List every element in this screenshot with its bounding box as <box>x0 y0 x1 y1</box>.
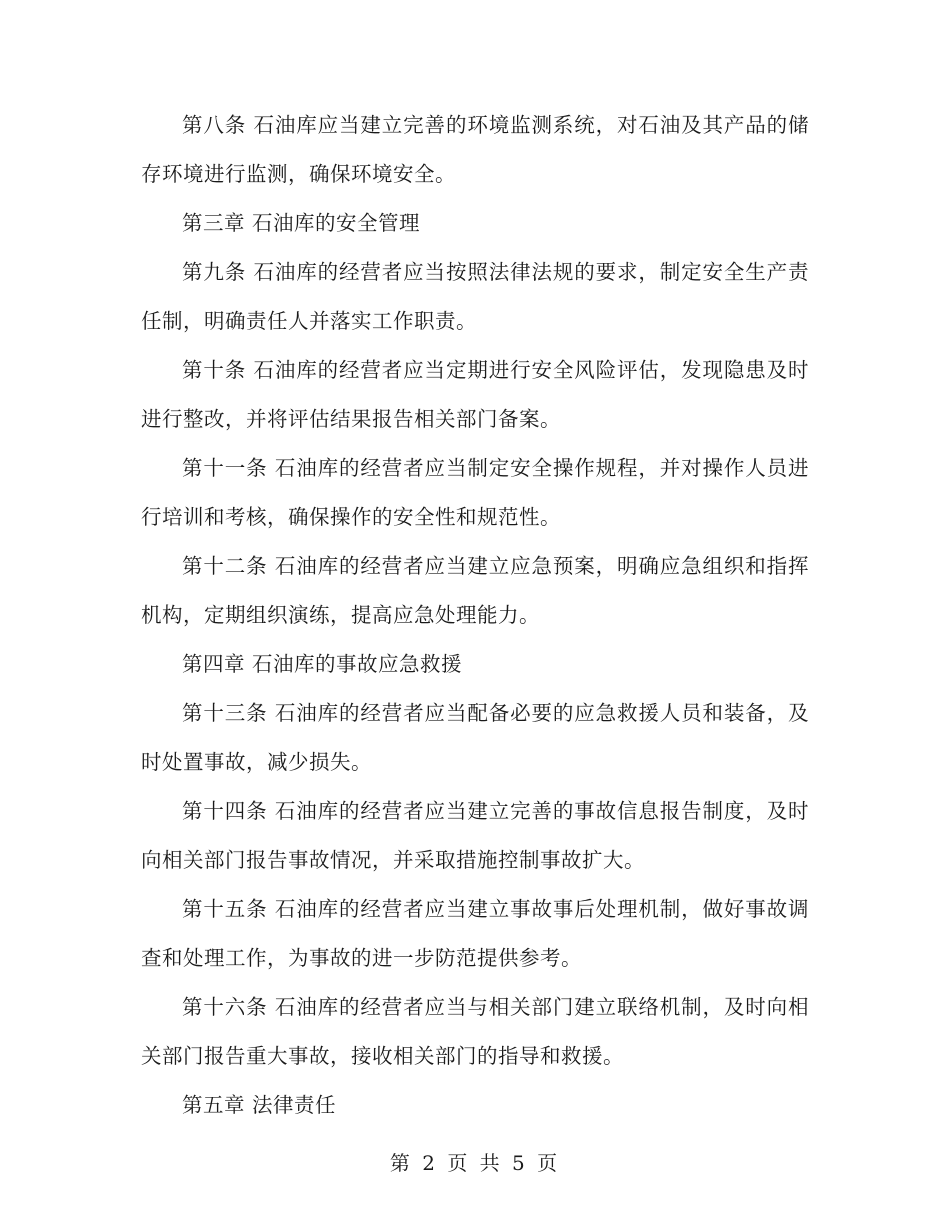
article-9: 第九条 石油库的经营者应当按照法律法规的要求，制定安全生产责任制，明确责任人并落实工作职责。 <box>141 260 809 333</box>
article-12: 第十二条 石油库的经营者应当建立应急预案，明确应急组织和指挥机构，定期组织演练，提高应急处理能力。 <box>141 554 809 627</box>
chapter-3-heading: 第三章 石油库的安全管理 <box>182 211 421 235</box>
page-number-footer: 第 2 页 共 5 页 <box>389 1151 561 1175</box>
document-body <box>141 101 809 1130</box>
article-15: 第十五条 石油库的经营者应当建立事故事后处理机制，做好事故调查和处理工作，为事故的进一步防范提供参考。 <box>141 897 809 970</box>
article-8: 第八条 石油库应当建立完善的环境监测系统，对石油及其产品的储存环境进行监测，确保环境安全。 <box>141 113 809 186</box>
article-13: 第十三条 石油库的经营者应当配备必要的应急救援人员和装备，及时处置事故，减少损失。 <box>141 701 809 774</box>
article-14: 第十四条 石油库的经营者应当建立完善的事故信息报告制度，及时向相关部门报告事故情况，并采取措施控制事故扩大。 <box>141 799 809 872</box>
chapter-5-heading: 第五章 法律责任 <box>182 1093 337 1117</box>
chapter-4-heading: 第四章 石油库的事故应急救援 <box>182 652 463 676</box>
article-10: 第十条 石油库的经营者应当定期进行安全风险评估，发现隐患及时进行整改，并将评估结果报告相关部门备案。 <box>141 358 809 431</box>
article-11: 第十一条 石油库的经营者应当制定安全操作规程，并对操作人员进行培训和考核，确保操作的安全性和规范性。 <box>141 456 809 529</box>
article-16: 第十六条 石油库的经营者应当与相关部门建立联络机制，及时向相关部门报告重大事故，接收相关部门的指导和救援。 <box>141 995 809 1068</box>
